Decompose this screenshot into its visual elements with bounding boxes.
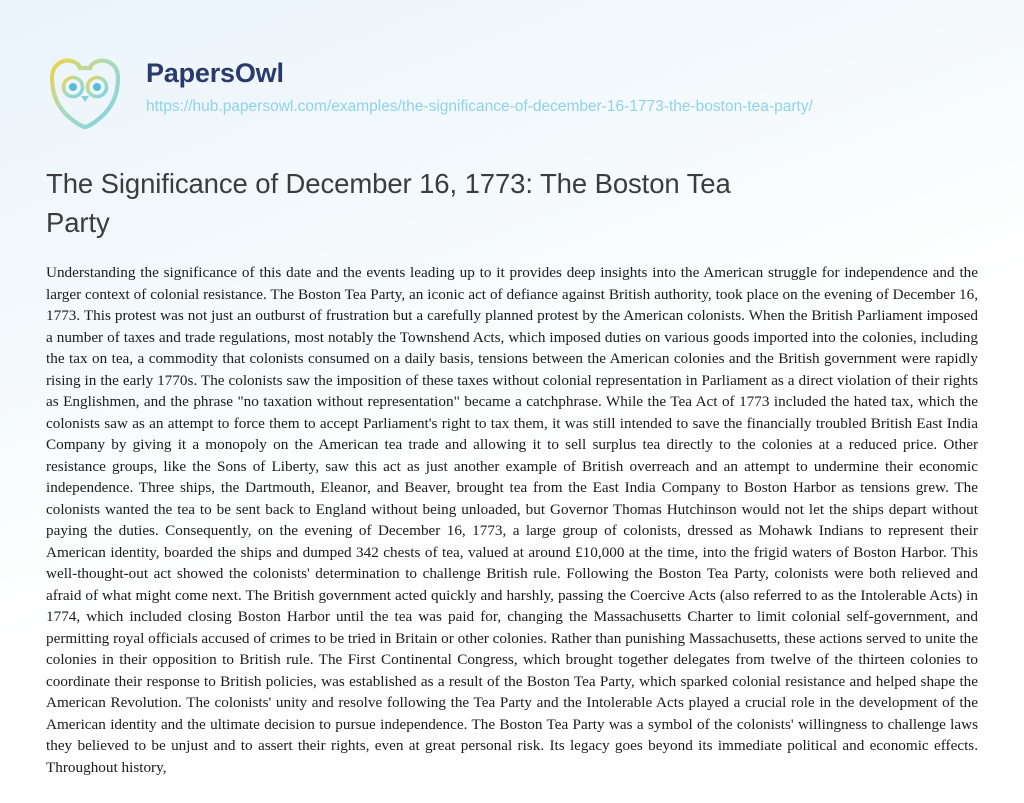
brand-name: PapersOwl [146, 58, 284, 88]
owl-logo-icon [46, 56, 124, 130]
brand-block [146, 48, 813, 118]
page-title: The Significance of December 16, 1773: The Boston Tea Party [46, 168, 731, 239]
document-body: Understanding the significance of this date and the events leading up to it provides deep insights into the American struggle for independence and the larger context of colonial resistance. The Boston Tea Party, an iconic act of defiance against British authority, took place on the evening of December 16, 1773. This protest was not just an outburst of frustration but a carefully planned protest by the American colonists. When the British Parliament imposed a number of taxes and trade regulations, most notably the Townshend Acts, which imposed duties on various goods imported into the colonies, including the tax on tea, a commodity that colonists consumed on a daily basis, tensions between the American colonies and the British government were rapidly rising in the early 1770s. The colonists saw the imposition of these taxes without colonial representation in Parliament as a direct violation of their rights as Englishmen, and the phrase "no taxation without representation" became a catchphrase. While the Tea Act of 1773 included the hated tax, which the colonists saw as an attempt to force them to accept Parliament's right to tax them, it was still intended to save the financially troubled British East India Company by giving it a monopoly on the American tea trade and allowing it to sell surplus tea directly to the colonies at a reduced price. Other resistance groups, like the Sons of Liberty, saw this act as just another example of British overreach and an attempt to undermine their economic independence. Three ships, the Dartmouth, Eleanor, and Beaver, brought tea from the East India Company to Boston Harbor as tensions grew. The colonists wanted the tea to be sent back to England without being unloaded, but Governor Thomas Hutchinson would not let the ships depart without paying the duties. Consequently, on the evening of December 16, 1773, a large group of colonists, dressed as Mohawk Indians to represent their American identity, boarded the ships and dumped 342 chests of tea, valued at around £10,000 at the time, into the frigid waters of Boston Harbor. This well-thought-out act showed the colonists' determination to challenge British rule. Following the Boston Tea Party, colonists were both relieved and afraid of what might come next. The British government acted quickly and harshly, passing the Coercive Acts (also referred to as the Intolerable Acts) in 1774, which included closing Boston Harbor until the tea was paid for, changing the Massachusetts Charter to limit colonial self-government, and permitting royal officials accused of crimes to be tried in Britain or other colonies. Rather than punishing Massachusetts, these actions served to unite the colonies in their opposition to British rule. The First Continental Congress, which brought together delegates from twelve of the thirteen colonies to coordinate their response to British policies, was established as a result of the Boston Tea Party, which sparked colonial resistance and helped shape the American Revolution. The colonists' unity and resolve following the Tea Party and the Intolerable Acts played a crucial role in the development of the American identity and the ultimate decision to pursue independence. The Boston Tea Party was a symbol of the colonists' willingness to challenge laws they believed to be unjust and to assert their rights, even at great personal risk. Its legacy goes beyond its immediate political and economic effects. Throughout history, [46, 264, 978, 776]
document-header [0, 0, 1024, 130]
source-url[interactable]: https://hub.papersowl.com/examples/the-significance-of-december-16-1773-the-boston-tea-party/ [146, 98, 813, 115]
